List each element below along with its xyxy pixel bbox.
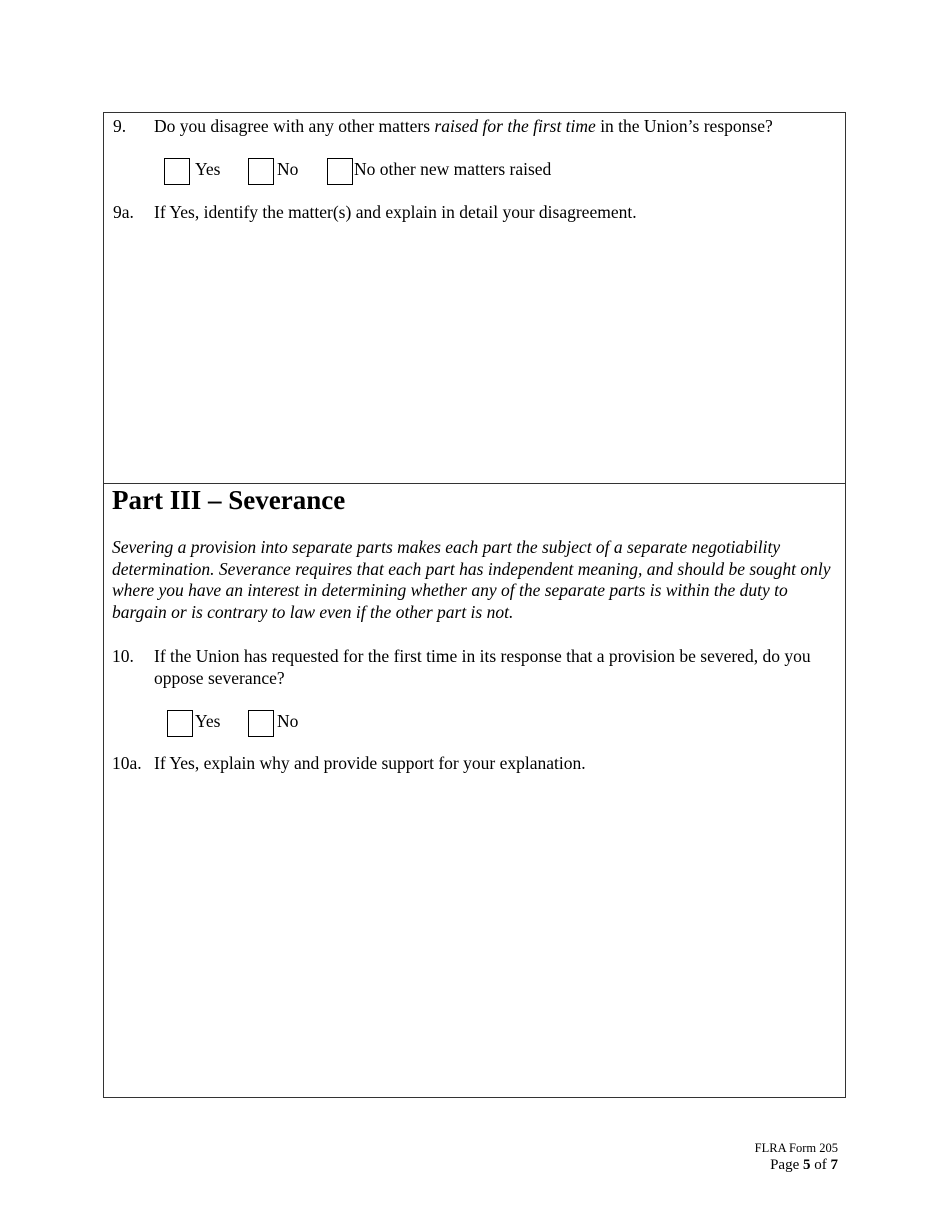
q9-no-label: No bbox=[277, 159, 299, 179]
footer-page-of: of bbox=[814, 1157, 827, 1173]
q9-no-other-checkbox[interactable] bbox=[327, 158, 353, 185]
q10-yes-checkbox[interactable] bbox=[167, 710, 193, 737]
q9-text-before: Do you disagree with any other matters bbox=[154, 116, 435, 136]
footer-page-current: 5 bbox=[803, 1157, 811, 1173]
q9a-answer-area[interactable] bbox=[154, 231, 834, 471]
q9-text bbox=[154, 115, 773, 137]
footer-form-name: FLRA Form 205 bbox=[754, 1141, 838, 1155]
part3-heading: Part III – Severance bbox=[112, 485, 346, 515]
q9-yes-label: Yes bbox=[195, 159, 221, 179]
q9-yes-checkbox[interactable] bbox=[164, 158, 190, 185]
footer-page-total: 7 bbox=[830, 1157, 838, 1173]
form-box bbox=[103, 112, 846, 1098]
q10-text: If the Union has requested for the first time in its response that a provision be severed, do you oppose severance? bbox=[154, 646, 811, 688]
q10a-text: If Yes, explain why and provide support for your explanation. bbox=[154, 753, 586, 773]
q9-number: 9. bbox=[113, 116, 127, 136]
q10-no-label: No bbox=[277, 711, 299, 731]
q9-text-emphasis: raised for the first time bbox=[434, 116, 596, 136]
q9-text-after: in the Union’s response? bbox=[595, 116, 773, 136]
q9a-text: If Yes, identify the matter(s) and explain in detail your disagreement. bbox=[154, 202, 637, 222]
q9-no-checkbox[interactable] bbox=[248, 158, 274, 185]
q10a-answer-area[interactable] bbox=[154, 783, 834, 1083]
q10-yes-label: Yes bbox=[195, 711, 221, 731]
footer-page-label: Page bbox=[770, 1157, 800, 1173]
q10a-number: 10a. bbox=[112, 753, 142, 773]
q9a-number: 9a. bbox=[113, 202, 134, 222]
part3-intro: Severing a provision into separate parts makes each part the subject of a separate negotiability determination. Severance requires that each part has independent meaning, and should be sought only where you have an interest in determining whether any of the separate parts is within the duty to bargain or is contrary to law even if the other part is not. bbox=[112, 537, 831, 622]
q9-no-other-label: No other new matters raised bbox=[354, 159, 552, 179]
q10-number: 10. bbox=[112, 646, 134, 666]
q10-no-checkbox[interactable] bbox=[248, 710, 274, 737]
footer-page-number bbox=[770, 1156, 838, 1174]
